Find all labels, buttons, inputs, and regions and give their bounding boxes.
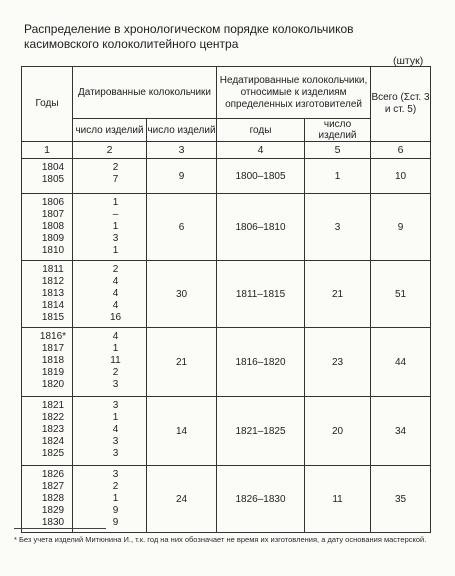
count-list-entry: 1 (112, 412, 119, 423)
year-list (22, 261, 73, 328)
year-list-entry: 1825 (41, 448, 65, 459)
column-number: 5 (305, 142, 371, 159)
count-list-entry: 1 (112, 493, 119, 504)
total-cell: 35 (371, 466, 431, 533)
table-row (22, 194, 431, 261)
year-list-entry: 1824 (41, 436, 65, 447)
year-list-entry: 1820 (41, 379, 65, 390)
dated-total-cell: 21 (147, 328, 217, 397)
total-cell: 34 (371, 397, 431, 466)
period-cell: 1806–1810 (217, 194, 305, 261)
count-list (73, 328, 147, 397)
column-number: 2 (73, 142, 147, 159)
table-row (22, 397, 431, 466)
year-list-entry: 1829 (41, 505, 65, 516)
period-cell: 1826–1830 (217, 466, 305, 533)
year-list-entry: 1809 (41, 233, 65, 244)
subheader-count-items: число изделий (305, 119, 371, 142)
undated-count-cell: 20 (305, 397, 371, 466)
year-list-entry: 1827 (41, 481, 65, 492)
year-list (22, 397, 73, 466)
column-number: 1 (22, 142, 73, 159)
count-list-entry: 3 (112, 448, 119, 459)
header-dated: Датированные колокольчики (73, 67, 217, 119)
count-list (73, 159, 147, 194)
table-title: Распределение в хронологическом порядке колокольчиков касимовского колоколитейного центра (24, 22, 354, 51)
count-list-entry: 1 (112, 197, 119, 208)
total-cell: 10 (371, 159, 431, 194)
year-list-entry: 1826 (41, 469, 65, 480)
count-list-entry: 3 (112, 400, 119, 411)
unit-label: (штук) (393, 55, 424, 67)
dated-total-cell: 6 (147, 194, 217, 261)
count-list-entry: 2 (112, 162, 119, 173)
undated-count-cell: 11 (305, 466, 371, 533)
year-list-entry: 1828 (41, 493, 65, 504)
count-list-entry: 4 (112, 288, 119, 299)
count-list-entry: 1 (112, 221, 119, 232)
year-list-entry: 1814 (41, 300, 65, 311)
undated-count-cell: 23 (305, 328, 371, 397)
count-list-entry: 1 (112, 343, 119, 354)
count-list-entry: 3 (112, 436, 119, 447)
count-list (73, 194, 147, 261)
table-row (22, 466, 431, 533)
year-list-entry: 1823 (41, 424, 65, 435)
count-list-entry: 2 (112, 264, 119, 275)
period-cell: 1800–1805 (217, 159, 305, 194)
count-list-entry: 2 (112, 367, 119, 378)
year-list-entry: 1807 (41, 209, 65, 220)
subheader-count-items: число изделий (73, 119, 147, 142)
undated-count-cell: 21 (305, 261, 371, 328)
year-list-entry: 1822 (41, 412, 65, 423)
count-list-entry: 4 (112, 300, 119, 311)
header-undated: Недатированные колокольчики, относимые к изделиям определенных изготовителей (217, 67, 371, 119)
undated-count-cell: 3 (305, 194, 371, 261)
total-cell: 51 (371, 261, 431, 328)
count-list-entry: 16 (109, 312, 122, 323)
dated-total-cell: 24 (147, 466, 217, 533)
count-list-entry: 7 (112, 174, 119, 185)
table-row (22, 261, 431, 328)
count-list-entry: 3 (112, 233, 119, 244)
year-list-entry: 1810 (41, 245, 65, 256)
dated-total-cell: 30 (147, 261, 217, 328)
count-list-entry: 3 (112, 469, 119, 480)
year-list-entry: 1804 (41, 162, 65, 173)
year-list (22, 159, 73, 194)
undated-count-cell: 1 (305, 159, 371, 194)
count-list-entry: – (112, 209, 119, 220)
count-list-entry: 3 (112, 379, 119, 390)
column-number: 6 (371, 142, 431, 159)
year-list-entry: 1830 (41, 517, 65, 528)
count-list-entry: 9 (112, 517, 119, 528)
total-cell: 9 (371, 194, 431, 261)
year-list (22, 466, 73, 533)
period-cell: 1821–1825 (217, 397, 305, 466)
column-number: 4 (217, 142, 305, 159)
period-cell: 1811–1815 (217, 261, 305, 328)
dated-total-cell: 9 (147, 159, 217, 194)
year-list (22, 328, 73, 397)
count-list-entry: 4 (112, 276, 119, 287)
dated-total-cell: 14 (147, 397, 217, 466)
year-list-entry: 1818 (41, 355, 65, 366)
count-list-entry: 2 (112, 481, 119, 492)
year-list (22, 194, 73, 261)
bells-table (21, 66, 431, 533)
year-list-entry: 1816* (39, 331, 67, 342)
footnote: * Без учета изделий Митюнина И., т.к. год на них обозначает не время их изготовления, а дату основания мастерской. (14, 535, 427, 544)
year-list-entry: 1819 (41, 367, 65, 378)
count-list (73, 466, 147, 533)
table-row (22, 328, 431, 397)
subheader-years: годы (217, 119, 305, 142)
year-list-entry: 1812 (41, 276, 65, 287)
header-years: Годы (22, 67, 73, 142)
year-list-entry: 1817 (41, 343, 65, 354)
year-list-entry: 1811 (42, 264, 64, 275)
year-list-entry: 1821 (41, 400, 65, 411)
year-list-entry: 1805 (41, 174, 65, 185)
total-cell: 44 (371, 328, 431, 397)
count-list-entry: 9 (112, 505, 119, 516)
period-cell: 1816–1820 (217, 328, 305, 397)
year-list-entry: 1808 (41, 221, 65, 232)
count-list (73, 397, 147, 466)
table-row (22, 159, 431, 194)
column-number: 3 (147, 142, 217, 159)
header-total: Всего (Σст. 3 и ст. 5) (371, 67, 431, 142)
footnote-divider (14, 528, 106, 529)
year-list-entry: 1806 (41, 197, 65, 208)
count-list-entry: 4 (112, 331, 119, 342)
count-list-entry: 11 (110, 355, 121, 366)
count-list (73, 261, 147, 328)
count-list-entry: 1 (112, 245, 119, 256)
count-list-entry: 4 (112, 424, 119, 435)
year-list-entry: 1813 (41, 288, 65, 299)
year-list-entry: 1815 (41, 312, 65, 323)
subheader-count-items: число изделий (147, 119, 217, 142)
